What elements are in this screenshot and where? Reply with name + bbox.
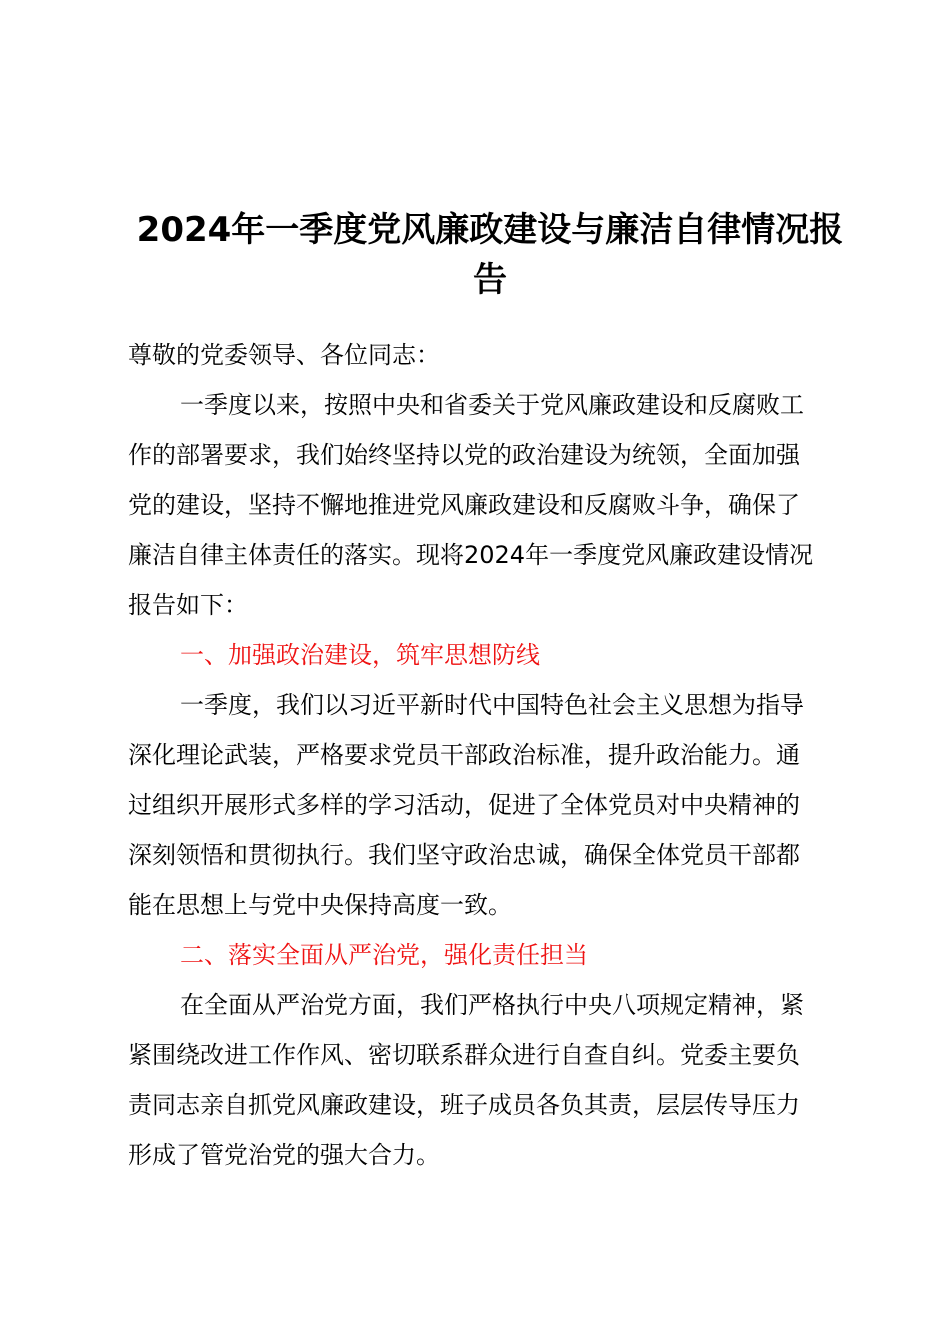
section1-line: 深化理论武装，严格要求党员干部政治标准，提升政治能力。通 <box>128 741 800 769</box>
title-line-2: 告 <box>473 260 507 300</box>
section-heading-2: 二、落实全面从严治党，强化责任担当 <box>180 941 588 969</box>
section2-line: 在全面从严治党方面，我们严格执行中央八项规定精神，紧 <box>180 991 804 1019</box>
section1-line: 能在思想上与党中央保持高度一致。 <box>128 891 512 919</box>
section1-line: 过组织开展形式多样的学习活动，促进了全体党员对中央精神的 <box>128 791 800 819</box>
intro-line: 作的部署要求，我们始终坚持以党的政治建设为统领，全面加强 <box>128 441 800 469</box>
section1-line: 深刻领悟和贯彻执行。我们坚守政治忠诚，确保全体党员干部都 <box>128 841 800 869</box>
section1-line: 一季度，我们以习近平新时代中国特色社会主义思想为指导 <box>180 691 804 719</box>
section-heading-1: 一、加强政治建设，筑牢思想防线 <box>180 641 540 669</box>
section2-line: 形成了管党治党的强大合力。 <box>128 1141 440 1169</box>
section2-line: 紧围绕改进工作作风、密切联系群众进行自查自纠。党委主要负 <box>128 1041 800 1069</box>
intro-line: 廉洁自律主体责任的落实。现将2024年一季度党风廉政建设情况 <box>128 541 814 569</box>
section2-line: 责同志亲自抓党风廉政建设，班子成员各负其责，层层传导压力 <box>128 1091 800 1119</box>
intro-line: 报告如下： <box>128 591 248 619</box>
intro-line: 党的建设，坚持不懈地推进党风廉政建设和反腐败斗争，确保了 <box>128 491 800 519</box>
salutation: 尊敬的党委领导、各位同志： <box>128 341 440 369</box>
title-line-1: 2024年一季度党风廉政建设与廉洁自律情况报 <box>136 210 844 250</box>
intro-line: 一季度以来，按照中央和省委关于党风廉政建设和反腐败工 <box>180 391 804 419</box>
